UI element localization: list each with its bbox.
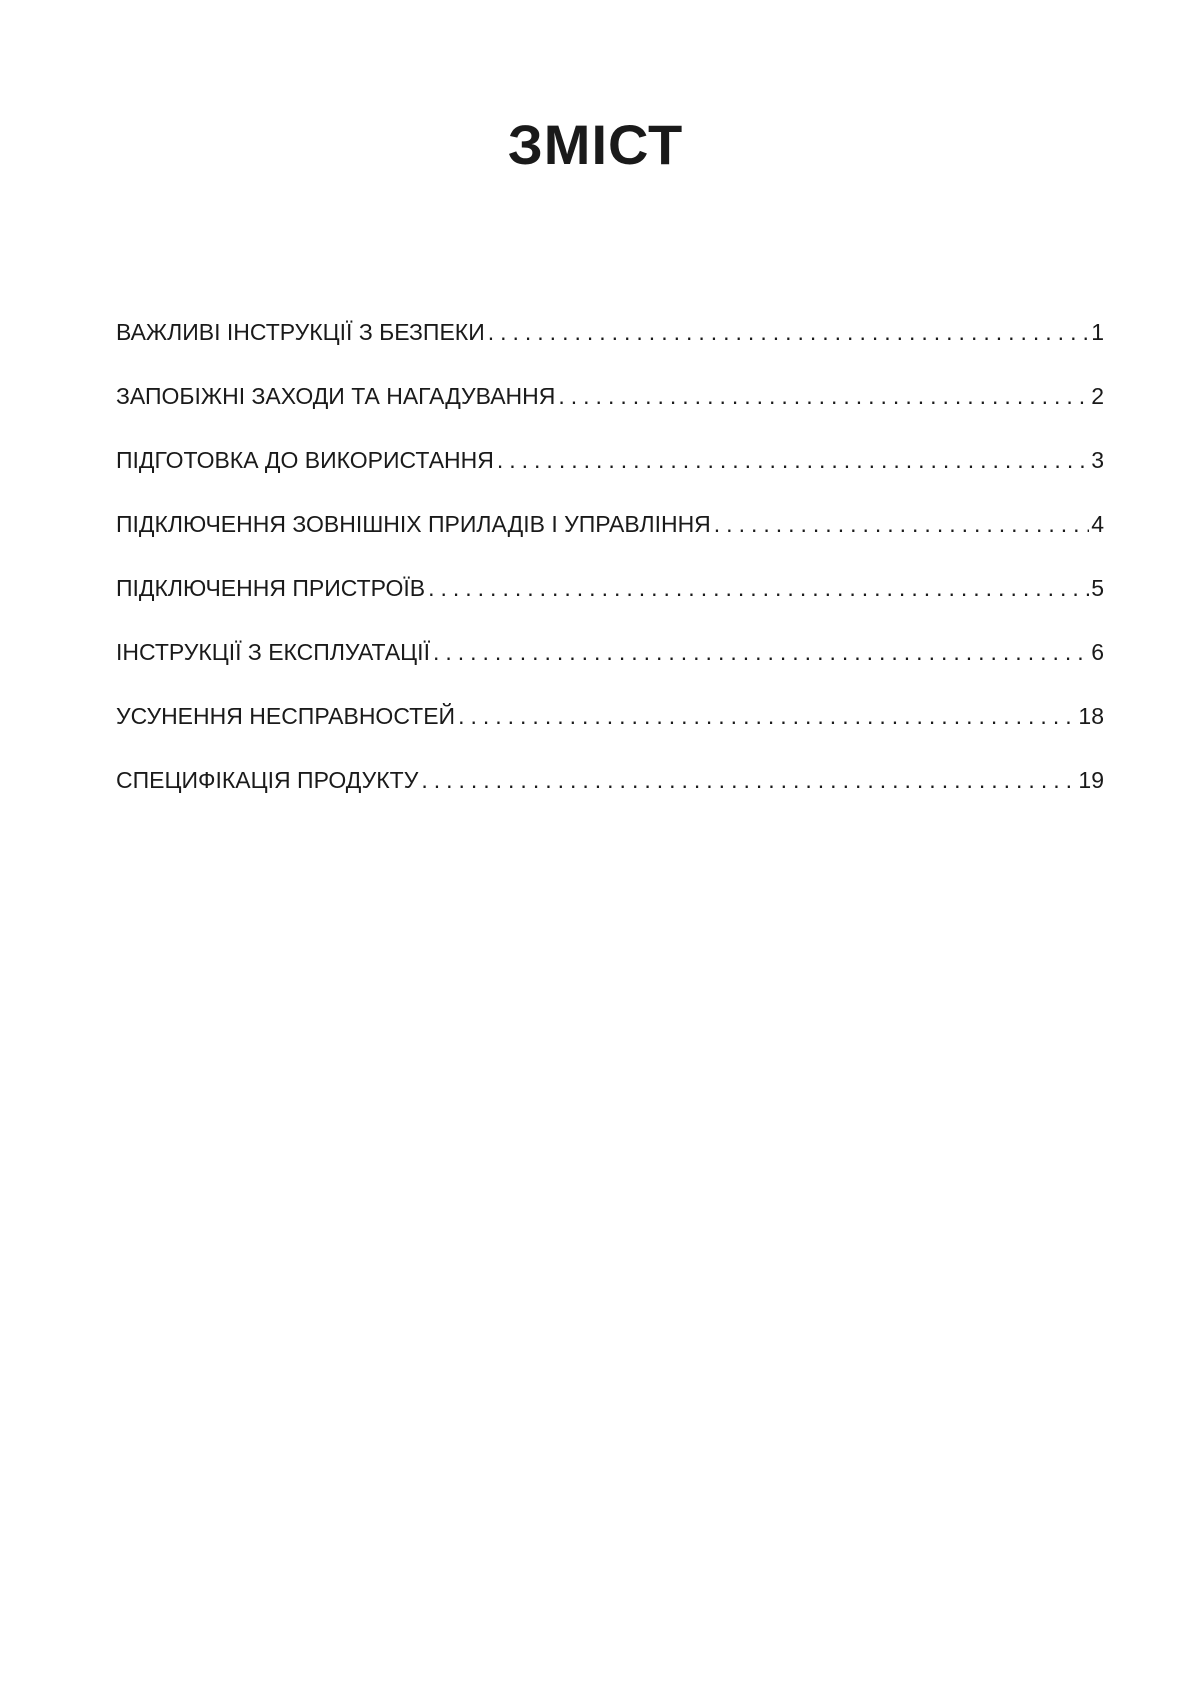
table-of-contents xyxy=(116,318,1104,830)
toc-entry-title: ПІДГОТОВКА ДО ВИКОРИСТАННЯ xyxy=(116,447,494,473)
toc-dot-leader xyxy=(711,510,1089,538)
toc-entry-page: 3 xyxy=(1091,447,1104,473)
toc-entry[interactable] xyxy=(116,638,1104,702)
page-title: ЗМІСТ xyxy=(507,113,684,176)
toc-entry-page: 1 xyxy=(1091,319,1104,345)
toc-entry[interactable] xyxy=(116,382,1104,446)
toc-dot-leader xyxy=(485,318,1089,346)
toc-entry-title: ЗАПОБІЖНІ ЗАХОДИ ТА НАГАДУВАННЯ xyxy=(116,383,556,409)
toc-dot-leader xyxy=(555,382,1089,410)
toc-entry[interactable] xyxy=(116,702,1104,766)
toc-entry-title: ВАЖЛИВІ ІНСТРУКЦІЇ З БЕЗПЕКИ xyxy=(116,319,485,345)
toc-entry-title: ІНСТРУКЦІЇ З ЕКСПЛУАТАЦІЇ xyxy=(116,639,430,665)
toc-dot-leader xyxy=(430,638,1089,666)
toc-entry-title: УСУНЕННЯ НЕСПРАВНОСТЕЙ xyxy=(116,703,456,729)
toc-entry-page: 4 xyxy=(1091,511,1104,537)
toc-entry[interactable] xyxy=(116,318,1104,382)
toc-dot-leader xyxy=(455,702,1076,730)
toc-entry-title: ПІДКЛЮЧЕННЯ ЗОВНІШНІХ ПРИЛАДІВ І УПРАВЛІННЯ xyxy=(116,511,711,537)
toc-dot-leader xyxy=(494,446,1089,474)
toc-entry-page: 2 xyxy=(1091,383,1104,409)
toc-entry-title: ПІДКЛЮЧЕННЯ ПРИСТРОЇВ xyxy=(116,575,426,601)
toc-entry-page: 6 xyxy=(1091,639,1104,665)
toc-dot-leader xyxy=(425,574,1089,602)
toc-dot-leader xyxy=(418,766,1076,794)
toc-entry[interactable] xyxy=(116,510,1104,574)
toc-entry[interactable] xyxy=(116,766,1104,830)
toc-entry-page: 18 xyxy=(1078,703,1104,729)
toc-entry-page: 5 xyxy=(1091,575,1104,601)
toc-entry-title: СПЕЦИФІКАЦІЯ ПРОДУКТУ xyxy=(116,767,419,793)
toc-entry[interactable] xyxy=(116,446,1104,510)
toc-entry-page: 19 xyxy=(1078,767,1104,793)
toc-entry[interactable] xyxy=(116,574,1104,638)
